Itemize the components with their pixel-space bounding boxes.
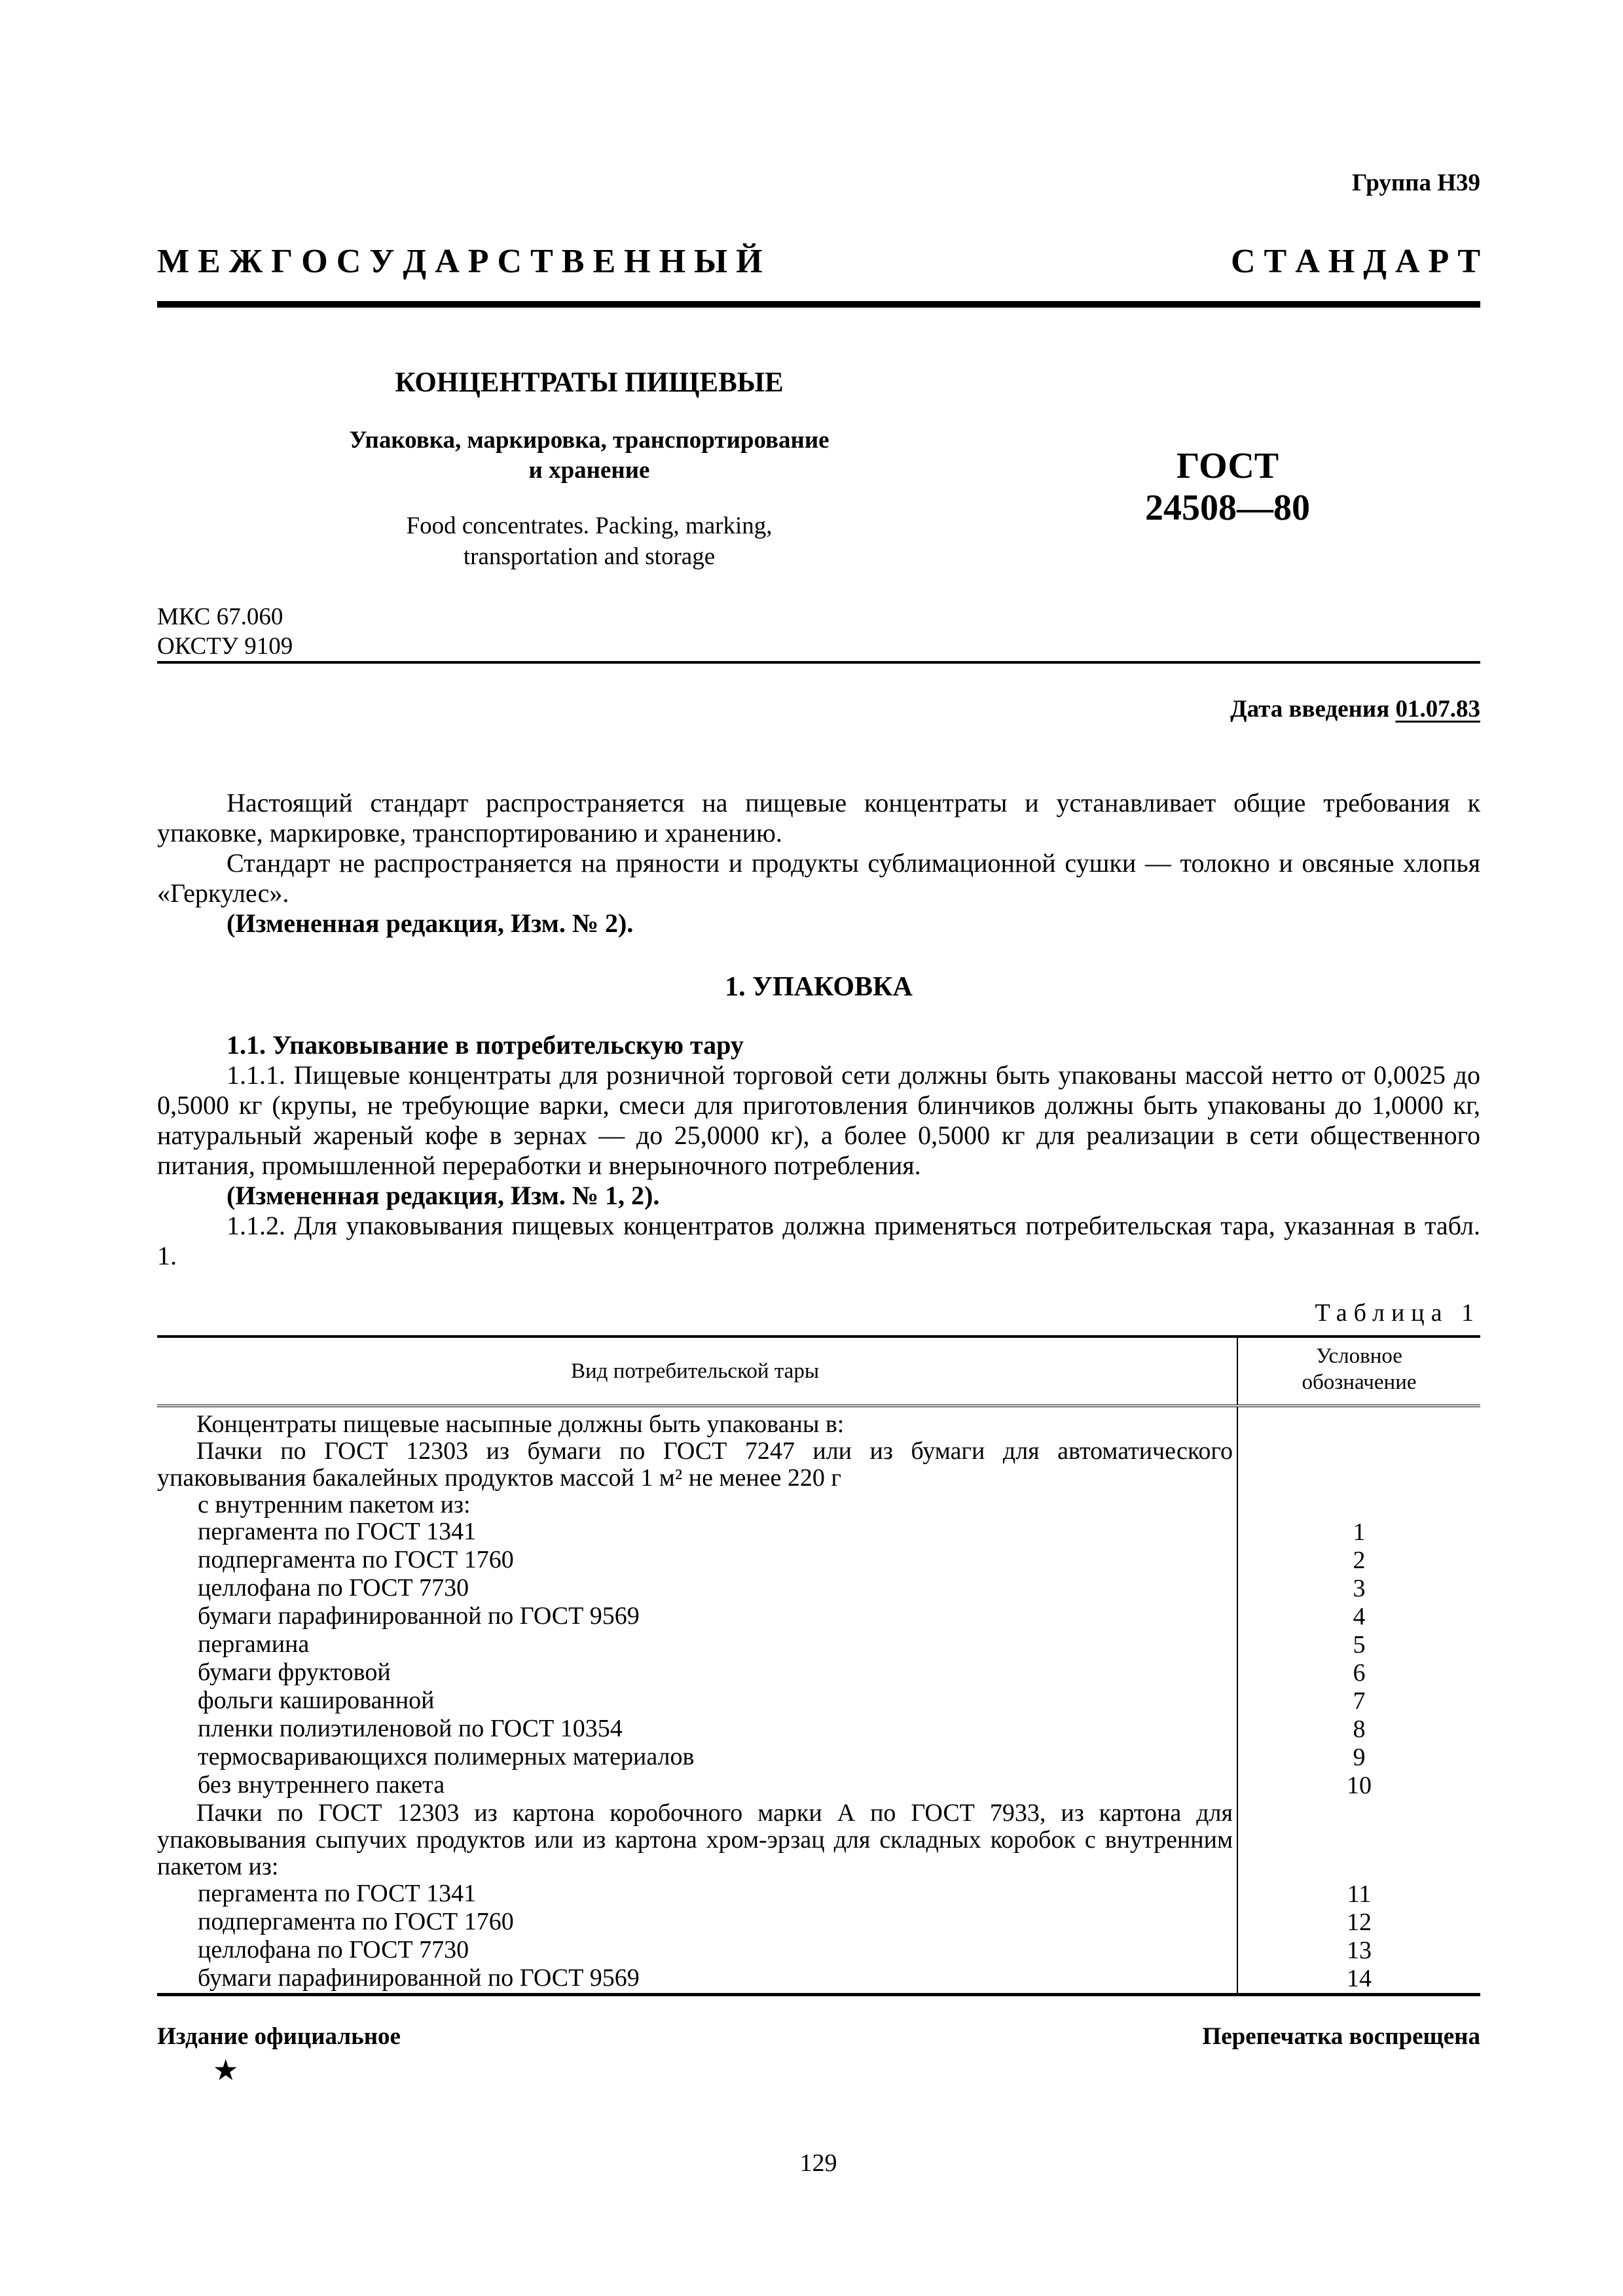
table-row (157, 1744, 1480, 1772)
paragraph-1-1-2: 1.1.2. Для упаковывания пищевых концентратов должна применяться потребительская тара, указанная в табл. 1. (157, 1211, 1480, 1270)
gost-number: 24508—80 (1145, 488, 1310, 528)
table-pack-description: Пачки по ГОСТ 12303 из картона коробочного марки А по ГОСТ 7933, из картона для упаковывания сыпучих продуктов или из картона хром-эрзац для складных коробок с внутренним пакетом из: (157, 1800, 1237, 1880)
table-row (157, 1909, 1480, 1937)
section-1-text (157, 1030, 1480, 1271)
table-row-description: пергамента по ГОСТ 1341 (157, 1880, 1237, 1909)
gost-designation (1048, 445, 1408, 529)
table-code (1237, 1800, 1480, 1880)
table-row-code: 14 (1347, 1965, 1372, 1992)
date-value: 01.07.83 (1395, 696, 1480, 723)
table-row-description: фольги кашированной (157, 1687, 1237, 1715)
table-code (1237, 1406, 1480, 1438)
table-row-code: 5 (1353, 1631, 1366, 1659)
table-caption: Таблица 1 (1315, 1299, 1480, 1327)
subsection-heading: 1.1. Упаковывание в потребительскую тару (227, 1030, 744, 1060)
table-row-code: 9 (1353, 1744, 1366, 1771)
amendment-note: (Измененная редакция, Изм. № 1, 2). (227, 1181, 660, 1210)
table-lead-text: Концентраты пищевые насыпные должны быть упакованы в: (157, 1406, 1237, 1438)
gost-label: ГОСТ (1176, 446, 1279, 486)
table-row-code: 7 (1353, 1687, 1366, 1715)
banner-word-standard: С Т А Н Д А Р Т (1230, 243, 1480, 280)
table-row-description: подпергамента по ГОСТ 1760 (157, 1909, 1237, 1937)
table-row-description: термосваривающихся полимерных материалов (157, 1744, 1237, 1772)
column-header-line: обозначение (1302, 1371, 1417, 1394)
table-row-code: 2 (1353, 1547, 1366, 1574)
table-row-code: 10 (1347, 1772, 1372, 1799)
table-row-code: 11 (1347, 1880, 1372, 1908)
table-row-description: бумаги фруктовой (157, 1659, 1237, 1687)
table-row (157, 1406, 1480, 1438)
table-row (157, 1772, 1480, 1800)
english-title-line: transportation and storage (463, 543, 716, 570)
section-heading: 1. УПАКОВКА (725, 972, 913, 1002)
header-rule (157, 301, 1480, 308)
table-row (157, 1800, 1480, 1880)
table-pack-description: Пачки по ГОСТ 12303 из бумаги по ГОСТ 7247 или из бумаги для автоматического упаковывания бакалейных продуктов массой 1 м² не менее 220 г (157, 1438, 1237, 1492)
table-row-description: пергамента по ГОСТ 1341 (157, 1518, 1237, 1547)
table-row (157, 1937, 1480, 1965)
paragraph-1-1-1: 1.1.1. Пищевые концентраты для розничной торговой сети должны быть упакованы массой нетто от 0,0025 до 0,5000 кг (крупы, не требующие варки, смеси для приготовления блинчиков должны быть упакованы до 1,0000 кг, натуральный жареный кофе в зернах — до 25,0000 кг), а более 0,5000 кг для реализации в сети общественного питания, промышленной переработки и внерыночного потребления. (157, 1060, 1480, 1180)
table-inner-bag-label: с внутренним пакетом из: (157, 1492, 1237, 1518)
star-icon: ★ (213, 2054, 239, 2087)
table-row-code: 13 (1347, 1937, 1372, 1964)
paragraph-exclusions: Стандарт не распространяется на пряности и продукты сублимационной сушки — толокно и овсяные хлопья «Геркулес». (157, 848, 1480, 908)
table-row (157, 1438, 1480, 1492)
table-row-description: целлофана по ГОСТ 7730 (157, 1575, 1237, 1603)
table-row (157, 1603, 1480, 1631)
page-number: 129 (799, 2149, 837, 2177)
table-row-description: пергамина (157, 1631, 1237, 1659)
intro-text (157, 788, 1480, 939)
table-row-description: без внутреннего пакета (157, 1772, 1237, 1800)
table-row (157, 1631, 1480, 1659)
date-label: Дата введения (1230, 696, 1390, 723)
table-row-code: 4 (1353, 1603, 1366, 1630)
table-row-code: 12 (1347, 1909, 1372, 1936)
packaging-table (157, 1335, 1480, 1996)
standard-banner (157, 242, 1480, 281)
table-code (1237, 1492, 1480, 1518)
table-row-code: 8 (1353, 1715, 1366, 1743)
classification-codes (157, 602, 293, 661)
column-header-code (1237, 1336, 1480, 1406)
table-row-code: 1 (1353, 1518, 1366, 1546)
table-row (157, 1687, 1480, 1715)
table-code (1237, 1438, 1480, 1492)
english-title-line: Food concentrates. Packing, marking, (406, 512, 773, 539)
document-subtitle (282, 425, 897, 486)
paragraph-scope: Настоящий стандарт распространяется на пищевые концентраты и устанавливает общие требования к упаковке, маркировке, транспортированию и хранению. (157, 788, 1480, 848)
table-row-description: пленки полиэтиленовой по ГОСТ 10354 (157, 1715, 1237, 1744)
table-row-code: 6 (1353, 1659, 1366, 1687)
reprint-note: Перепечатка воспрещена (1202, 2023, 1480, 2050)
table-row (157, 1518, 1480, 1547)
document-title: КОНЦЕНТРАТЫ ПИЩЕВЫЕ (395, 367, 784, 398)
banner-word-interstate: М Е Ж Г О С У Д А Р С Т В Е Н Н Ы Й (157, 243, 763, 280)
okstu-code: ОКСТУ 9109 (157, 633, 293, 660)
table-row-description: целлофана по ГОСТ 7730 (157, 1937, 1237, 1965)
english-title (314, 511, 864, 572)
table-row (157, 1715, 1480, 1744)
column-header-container-type: Вид потребительской тары (157, 1336, 1237, 1406)
table-row (157, 1965, 1480, 1995)
group-code: Группа Н39 (1352, 170, 1480, 196)
table-row-description: бумаги парафинированной по ГОСТ 9569 (157, 1965, 1237, 1995)
table-row-code: 3 (1353, 1575, 1366, 1602)
edition-note: Издание официальное (157, 2023, 401, 2050)
table-row (157, 1659, 1480, 1687)
amendment-note: (Измененная редакция, Изм. № 2). (227, 908, 634, 938)
table-header-row (157, 1336, 1480, 1406)
codes-rule (157, 661, 1480, 664)
mks-code: МКС 67.060 (157, 603, 283, 630)
table-row (157, 1492, 1480, 1518)
table-row-description: подпергамента по ГОСТ 1760 (157, 1547, 1237, 1575)
column-header-line: Условное (1316, 1344, 1402, 1368)
subtitle-line: и хранение (528, 457, 650, 484)
table-row-description: бумаги парафинированной по ГОСТ 9569 (157, 1603, 1237, 1631)
table-row (157, 1575, 1480, 1603)
table-row (157, 1880, 1480, 1909)
subtitle-line: Упаковка, маркировка, транспортирование (349, 427, 830, 454)
introduction-date (1230, 695, 1480, 723)
table-row (157, 1547, 1480, 1575)
